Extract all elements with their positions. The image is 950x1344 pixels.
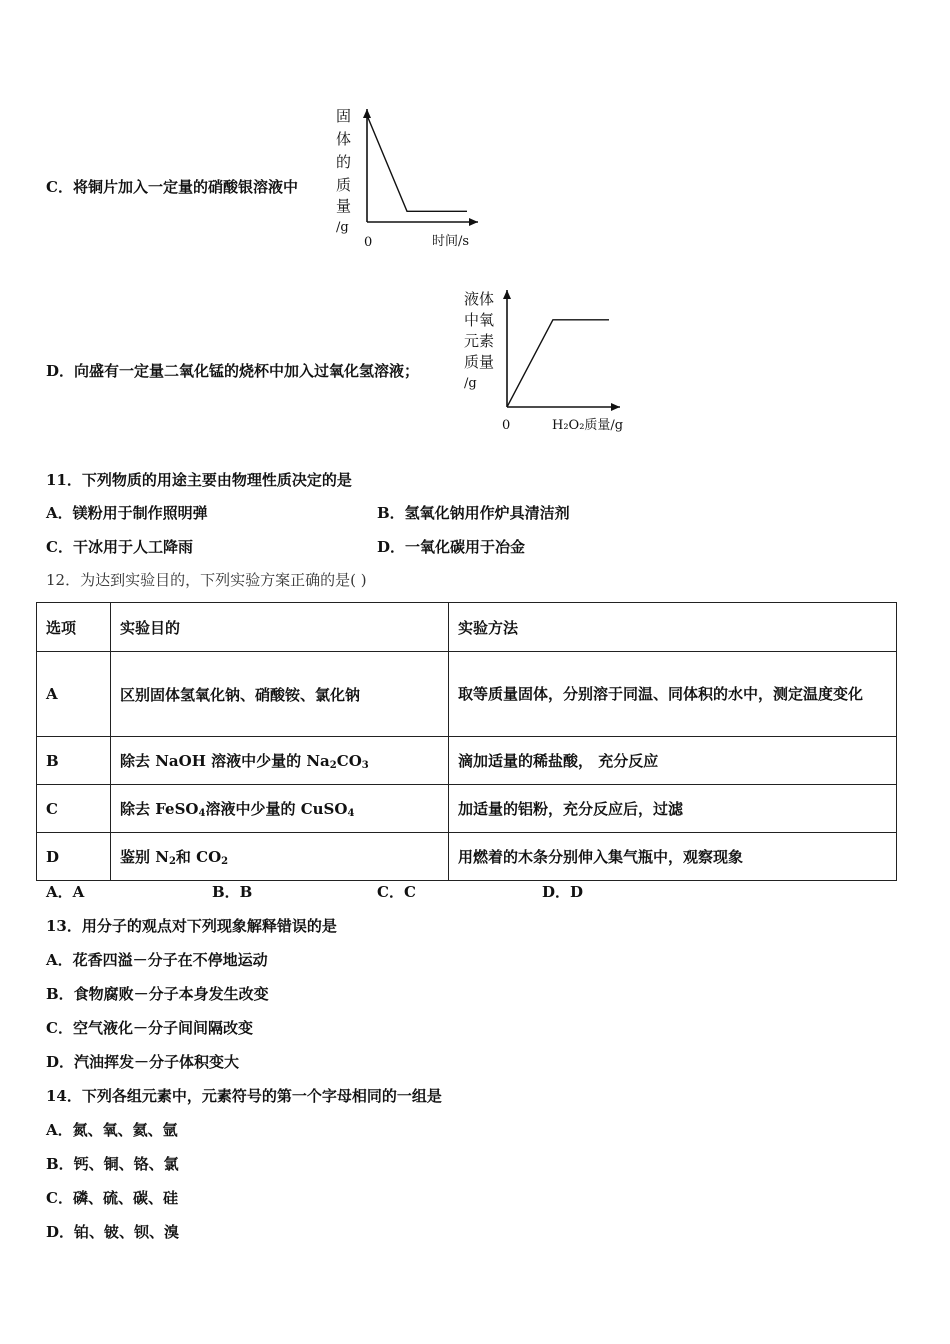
table-cell-goal: 除去 FeSO$_4$溶液中少量的 CuSO$_4$	[111, 785, 449, 833]
table-row	[37, 652, 897, 737]
chart-c-ylabel-5: 量	[336, 197, 352, 215]
chart-d-plot	[0, 0, 950, 460]
table-cell-option: D	[37, 833, 111, 881]
q10-option-d: D．向盛有一定量二氧化锰的烧杯中加入过氧化氢溶液；	[46, 362, 420, 380]
table-row	[37, 833, 897, 881]
chart-d-y-arrow	[503, 290, 511, 299]
chart-d-origin: 0	[502, 418, 511, 433]
q13-option-d: D．汽油挥发－分子体积变大	[46, 1053, 240, 1071]
chart-d-ylabel-1: 液体	[464, 290, 495, 308]
q11-option-b: B．氢氧化钠用作炉具清洁剂	[377, 504, 570, 522]
table-cell-method: 加适量的铝粉，充分反应后，过滤	[449, 785, 897, 833]
q14-stem: 14．下列各组元素中，元素符号的第一个字母相同的一组是	[46, 1087, 442, 1105]
table-cell-method: 用燃着的木条分别伸入集气瓶中，观察现象	[449, 833, 897, 881]
chart-d-ylabel-2: 中氧	[464, 311, 495, 329]
table-cell-goal: 鉴别 $N_2$和 $CO_2$	[111, 833, 449, 881]
q12-answer-c: C．C	[377, 883, 416, 901]
q10-option-c: C．将铜片加入一定量的硝酸银溶液中	[46, 178, 298, 196]
chart-c-origin: 0	[364, 235, 373, 250]
chart-d-ylabel-3: 元素	[464, 332, 495, 350]
table-row	[37, 785, 897, 833]
q13-option-c: C．空气液化－分子间间隔改变	[46, 1019, 253, 1037]
table-cell-method: 滴加适量的稀盐酸， 充分反应	[449, 737, 897, 785]
chart-c-ylabel-4: 质	[336, 176, 352, 194]
table-header-method: 实验方法	[449, 603, 897, 652]
chart-d-series-line	[507, 320, 609, 407]
chart-c-ylabel-6: /g	[336, 220, 349, 235]
q13-option-b: B．食物腐败－分子本身发生改变	[46, 985, 269, 1003]
table-header-option: 选项	[37, 603, 111, 652]
q13-option-a: A．花香四溢－分子在不停地运动	[46, 951, 268, 969]
q14-option-c: C．磷、硫、碳、硅	[46, 1189, 178, 1207]
chart-c-xlabel: 时间/s	[432, 234, 470, 249]
table-cell-option: B	[37, 737, 111, 785]
table-cell-goal: 区别固体氢氧化钠、硝酸铵、氯化钠	[111, 652, 449, 737]
table-header-goal: 实验目的	[111, 603, 449, 652]
q11-stem: 11．下列物质的用途主要由物理性质决定的是	[46, 471, 352, 489]
table-header-row	[37, 603, 897, 652]
q11-option-d: D．一氧化碳用于冶金	[377, 538, 526, 556]
table-cell-goal: 除去 NaOH 溶液中少量的 $Na_2CO_3$	[111, 737, 449, 785]
q14-option-a: A．氮、氧、氦、氩	[46, 1121, 178, 1139]
table-row	[37, 737, 897, 785]
q11-option-a: A．镁粉用于制作照明弹	[46, 504, 208, 522]
q11-option-c: C．干冰用于人工降雨	[46, 538, 193, 556]
q14-option-b: B．钙、铜、铬、氯	[46, 1155, 179, 1173]
experiment-table	[36, 602, 897, 881]
q12-answer-d: D．D	[542, 883, 584, 901]
q12-stem: 12．为达到实验目的，下列实验方案正确的是( )	[46, 571, 367, 589]
chart-c-ylabel-1: 固	[336, 107, 352, 125]
chart-c-ylabel-2: 体	[336, 130, 352, 148]
q14-option-d: D．铂、铍、钡、溴	[46, 1223, 180, 1241]
chart-c-ylabel-3: 的	[336, 153, 352, 171]
chart-d-x-arrow	[611, 403, 620, 411]
table-cell-method: 取等质量固体，分别溶于同温、同体积的水中，测定温度变化	[449, 652, 897, 737]
chart-d-ylabel-4: 质量	[464, 353, 495, 371]
q13-stem: 13．用分子的观点对下列现象解释错误的是	[46, 917, 337, 935]
q12-answer-a: A．A	[46, 883, 85, 901]
chart-d-ylabel-5: /g	[464, 376, 477, 391]
table-cell-option: C	[37, 785, 111, 833]
table-cell-option: A	[37, 652, 111, 737]
q12-answer-b: B．B	[212, 883, 253, 901]
chart-d-xlabel: H₂O₂质量/g	[552, 418, 624, 433]
